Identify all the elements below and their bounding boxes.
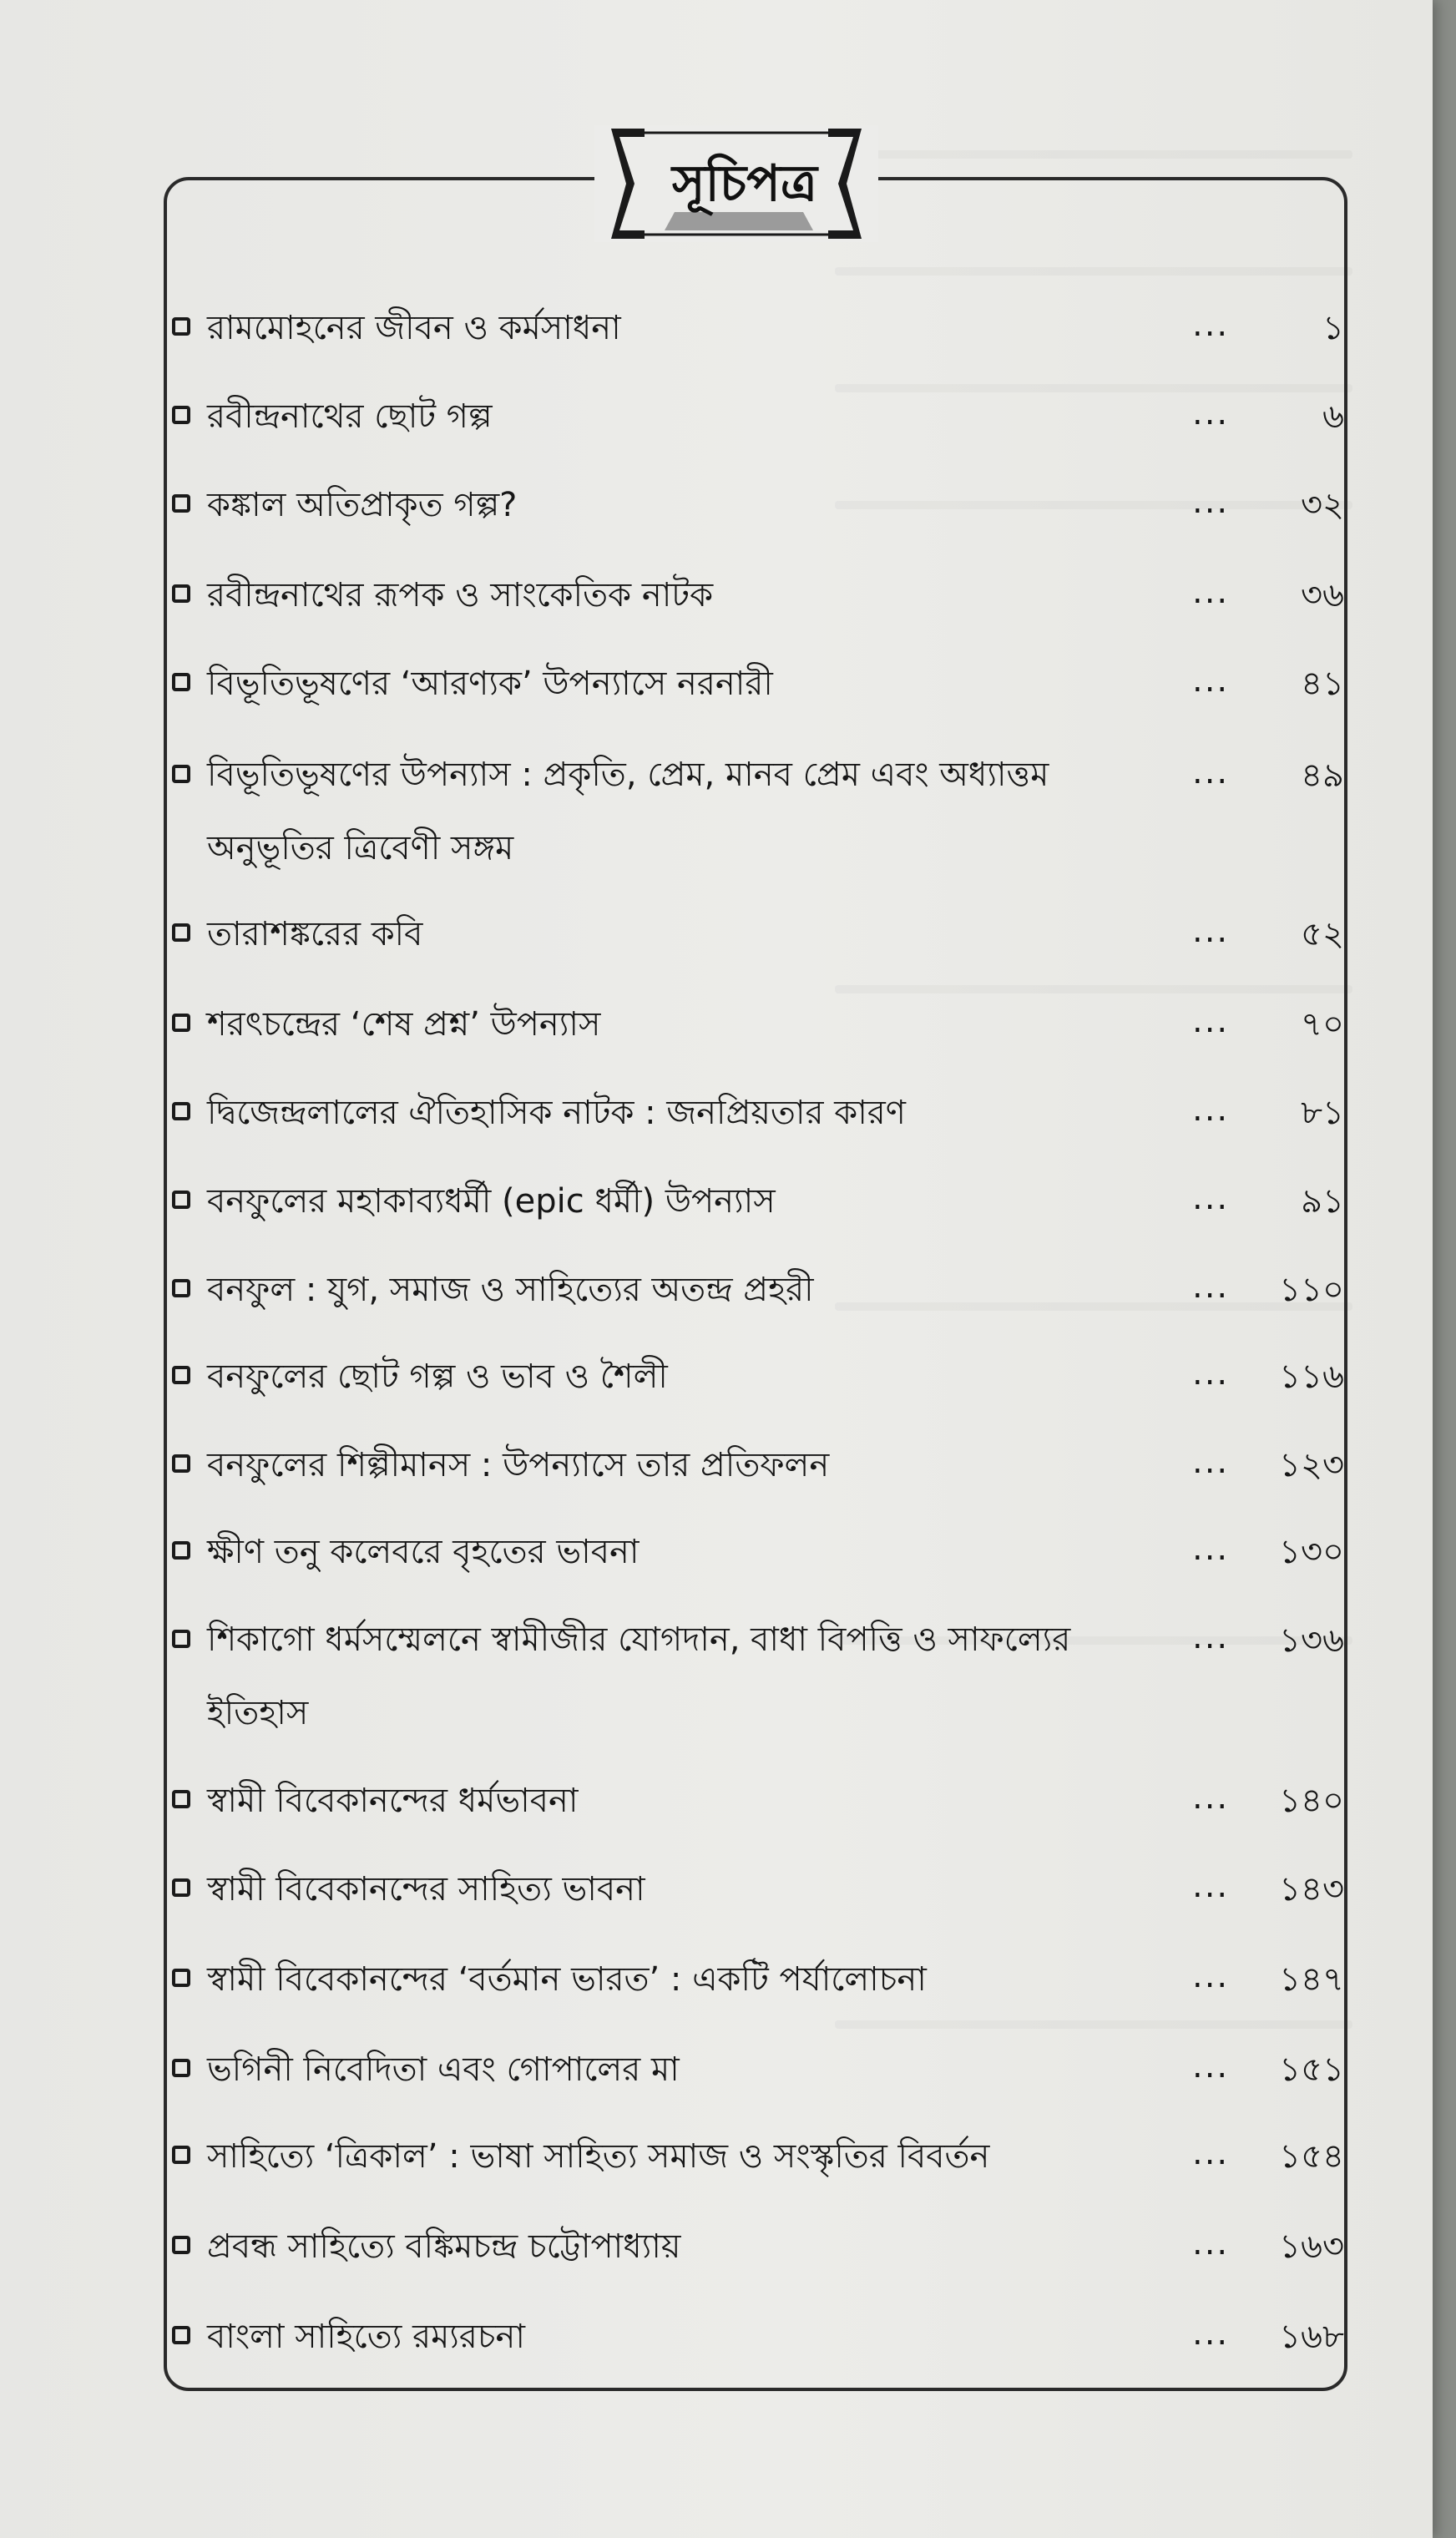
toc-entry[interactable] xyxy=(165,658,1351,710)
checkbox-icon xyxy=(172,1454,190,1473)
toc-entry[interactable] xyxy=(165,2221,1351,2273)
entry-title: বনফুলের মহাকাব্যধর্মী (epic ধর্মী) উপন্যাস xyxy=(207,1182,776,1221)
leader-dots: ... xyxy=(1192,306,1230,344)
checkbox-icon xyxy=(172,1790,190,1808)
page-number: ১১০ xyxy=(1279,1271,1344,1309)
title-badge xyxy=(594,125,878,242)
toc-entry[interactable] xyxy=(165,1351,1351,1403)
checkbox-icon xyxy=(172,2236,190,2254)
checkbox-icon xyxy=(172,1366,190,1384)
page-number: ১৫১ xyxy=(1279,2050,1344,2089)
checkbox-icon xyxy=(172,1191,190,1209)
checkbox-icon xyxy=(172,673,190,691)
leader-dots: ... xyxy=(1192,1618,1230,1656)
leader-dots: ... xyxy=(1192,2047,1230,2086)
toc-entry[interactable] xyxy=(165,750,1351,875)
checkbox-icon xyxy=(172,494,190,513)
leader-dots: ... xyxy=(1192,1179,1230,1217)
entry-title: ভগিনী নিবেদিতা এবং গোপালের মা xyxy=(207,2050,680,2089)
page-number: ৮১ xyxy=(1301,1094,1344,1132)
page-number: ১৪৩ xyxy=(1279,1870,1344,1909)
page-number: ১৪৭ xyxy=(1279,1960,1344,1999)
page-number: ১৬৩ xyxy=(1279,2227,1344,2266)
page-number: ১ xyxy=(1322,309,1344,347)
leader-dots: ... xyxy=(1192,1267,1230,1306)
entry-title: বনফুলের শিল্পীমানস : উপন্যাসে তার প্রতিফলন xyxy=(207,1446,830,1484)
toc-entry[interactable] xyxy=(165,1615,1351,1740)
toc-entry[interactable] xyxy=(165,479,1351,531)
leader-dots: ... xyxy=(1192,661,1230,700)
page-number: ১৩৬ xyxy=(1279,1621,1344,1660)
leader-dots: ... xyxy=(1192,483,1230,521)
page-number: ৩৬ xyxy=(1300,576,1344,614)
checkbox-icon xyxy=(172,584,190,603)
toc-entry[interactable] xyxy=(165,1863,1351,1915)
toc-entry[interactable] xyxy=(165,1775,1351,1827)
entry-title: রবীন্দ্রনাথের রূপক ও সাংকেতিক নাটক xyxy=(207,576,714,614)
leader-dots: ... xyxy=(1192,1443,1230,1481)
checkbox-icon xyxy=(172,923,190,942)
checkbox-icon xyxy=(172,406,190,424)
page-number: ১৫৪ xyxy=(1279,2137,1344,2176)
leader-dots: ... xyxy=(1192,1957,1230,1995)
leader-dots: ... xyxy=(1192,1778,1230,1817)
entry-title: বিভূতিভূষণের ‘আরণ্যক’ উপন্যাসে নরনারী xyxy=(207,665,773,703)
toc-entry[interactable] xyxy=(165,1526,1351,1578)
page-title: সূচিপত্র xyxy=(672,154,817,213)
entry-title: শরৎচন্দ্রের ‘শেষ প্রশ্ন’ উপন্যাস xyxy=(207,1005,601,1044)
leader-dots: ... xyxy=(1192,1529,1230,1568)
leader-dots: ... xyxy=(1192,1090,1230,1129)
page-number: ১৪০ xyxy=(1279,1782,1344,1820)
entry-title: স্বামী বিবেকানন্দের ‘বর্তমান ভারত’ : একটি পর্যালোচনা xyxy=(207,1960,927,1999)
leader-dots: ... xyxy=(1192,1002,1230,1040)
toc-entry[interactable] xyxy=(165,2311,1351,2363)
page-number: ৫২ xyxy=(1301,915,1344,953)
entry-title: স্বামী বিবেকানন্দের ধর্মভাবনা xyxy=(207,1782,579,1820)
page-number: ১১৬ xyxy=(1279,1357,1344,1396)
toc-entry[interactable] xyxy=(165,2131,1351,2182)
leader-dots: ... xyxy=(1192,753,1230,791)
page-number: ১৬৮ xyxy=(1279,2318,1344,2356)
page-number: ৭০ xyxy=(1300,1005,1344,1044)
checkbox-icon xyxy=(172,1014,190,1032)
toc-entry[interactable] xyxy=(165,391,1351,442)
checkbox-icon xyxy=(172,765,190,783)
checkbox-icon xyxy=(172,1541,190,1560)
toc-entry[interactable] xyxy=(165,1439,1351,1491)
checkbox-icon xyxy=(172,1102,190,1120)
leader-dots: ... xyxy=(1192,2134,1230,2172)
leader-dots: ... xyxy=(1192,394,1230,432)
entry-title: কঙ্কাল অতিপ্রাকৃত গল্প? xyxy=(207,486,518,524)
page-number: ৬ xyxy=(1322,397,1344,436)
toc-entry[interactable] xyxy=(165,1264,1351,1316)
checkbox-icon xyxy=(172,2326,190,2344)
entry-title: রবীন্দ্রনাথের ছোট গল্প xyxy=(207,397,493,436)
entry-title: প্রবন্ধ সাহিত্যে বঙ্কিমচন্দ্র চট্টোপাধ্যায় xyxy=(207,2227,681,2266)
page-number: ১২৩ xyxy=(1279,1446,1344,1484)
toc-entry[interactable] xyxy=(165,2044,1351,2096)
bleed-through-line xyxy=(835,150,1352,159)
leader-dots: ... xyxy=(1192,1867,1230,1905)
page-number: ১৩০ xyxy=(1279,1533,1344,1571)
entry-title: বনফুল : যুগ, সমাজ ও সাহিত্যের অতন্দ্র প্রহরী xyxy=(207,1271,814,1309)
page-number: ৯১ xyxy=(1301,1182,1344,1221)
toc-entry[interactable] xyxy=(165,302,1351,354)
entry-title: দ্বিজেন্দ্রলালের ঐতিহাসিক নাটক : জনপ্রিয়তার কারণ xyxy=(207,1094,906,1132)
leader-dots: ... xyxy=(1192,2314,1230,2353)
toc-entry[interactable] xyxy=(165,1175,1351,1227)
page-number: ৩২ xyxy=(1300,486,1344,524)
checkbox-icon xyxy=(172,2059,190,2077)
leader-dots: ... xyxy=(1192,912,1230,950)
entry-title: স্বামী বিবেকানন্দের সাহিত্য ভাবনা xyxy=(207,1870,645,1909)
entry-title: রামমোহনের জীবন ও কর্মসাধনা xyxy=(207,309,621,347)
entry-title: বনফুলের ছোট গল্প ও ভাব ও শৈলী xyxy=(207,1357,668,1396)
toc-entry[interactable] xyxy=(165,999,1351,1050)
leader-dots: ... xyxy=(1192,1354,1230,1393)
entry-title: তারাশঙ্করের কবি xyxy=(207,915,423,953)
checkbox-icon xyxy=(172,1969,190,1987)
entry-title: সাহিত্যে ‘ত্রিকাল’ : ভাষা সাহিত্য সমাজ ও সংস্কৃতির বিবর্তন xyxy=(207,2137,990,2176)
toc-entry[interactable] xyxy=(165,908,1351,960)
checkbox-icon xyxy=(172,2146,190,2164)
checkbox-icon xyxy=(172,317,190,336)
page-number: ৪৯ xyxy=(1301,756,1344,795)
checkbox-icon xyxy=(172,1279,190,1297)
page-number: ৪১ xyxy=(1301,665,1344,703)
toc-entry[interactable] xyxy=(165,1954,1351,2005)
leader-dots: ... xyxy=(1192,2224,1230,2262)
leader-dots: ... xyxy=(1192,573,1230,611)
entry-title: বিভূতিভূষণের উপন্যাস : প্রকৃতি, প্রেম, মানব প্রেম এবং অধ্যাত্তম অনুভূতির ত্রিবেণী সঙ্গম xyxy=(207,756,1049,867)
entry-title: ক্ষীণ তনু কলেবরে বৃহতের ভাবনা xyxy=(207,1533,640,1571)
checkbox-icon xyxy=(172,1630,190,1648)
entry-title: বাংলা সাহিত্যে রম্যরচনা xyxy=(207,2318,525,2356)
toc-entry[interactable] xyxy=(165,569,1351,621)
checkbox-icon xyxy=(172,1878,190,1897)
toc-entry[interactable] xyxy=(165,1087,1351,1139)
entry-title: শিকাগো ধর্মসম্মেলনে স্বামীজীর যোগদান, বাধা বিপত্তি ও সাফল্যের ইতিহাস xyxy=(207,1620,1071,1732)
